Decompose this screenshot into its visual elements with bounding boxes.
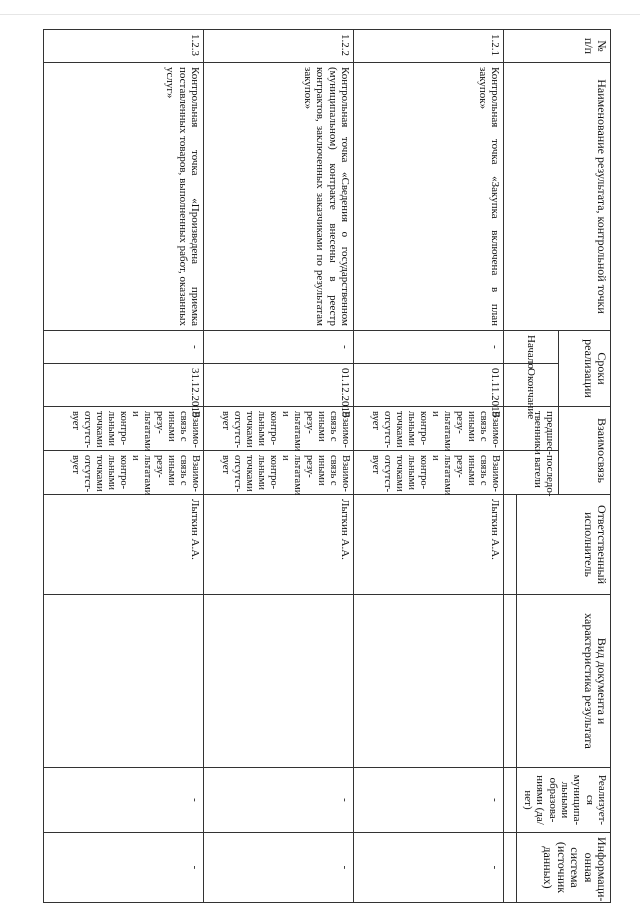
row-name: Контрольная точка «Закупка включена в план закупок» [354, 63, 504, 331]
header-name: Наименование результата, контрольной точки [504, 63, 611, 331]
row-doc [204, 595, 354, 768]
header-predecessors: предшес-твенники [504, 407, 559, 451]
header-num: № п/п [504, 30, 611, 63]
header-end: Окончание [504, 364, 559, 407]
header-row [559, 30, 611, 903]
row-info-system: - [354, 833, 504, 903]
row-name: Контрольная точка «Сведения о государственном (муниципальном) контракте внесены в реестр контрактов, заключенных заказчиками по результатам закупок» [204, 63, 354, 331]
row-successors: Взаимо- связь с иными резу- льтатами и контро- льными точками отсутст- вует [204, 451, 354, 495]
row-number: 1.2.1 [354, 30, 504, 63]
header-terms: Сроки реализации [559, 331, 611, 407]
header-info-system: Информаци-онная система (источник данных) [517, 833, 611, 903]
page-top-divider [0, 14, 640, 15]
row-name: Контрольная точка «Произведена приемка поставленных товаров, выполненных работ, оказанных услуг» [44, 63, 204, 331]
row-responsible: Лыткин А.А. [204, 495, 354, 595]
header-doc-type: Вид документа и характеристика результата [517, 595, 611, 768]
results-table [43, 29, 611, 903]
row-predecessors: Взаимо- связь с иными резу- льтатами и контро- льными точками отсутст- вует [354, 407, 504, 451]
row-end: 01.11.2019 [354, 364, 504, 407]
row-end: 01.12.2019 [204, 364, 354, 407]
table-row [204, 30, 354, 903]
row-doc [44, 595, 204, 768]
rotated-page [29, 29, 611, 902]
row-municipal: - [204, 768, 354, 833]
row-number: 1.2.2 [204, 30, 354, 63]
row-doc [354, 595, 504, 768]
row-responsible: Лыткин А.А. [44, 495, 204, 595]
row-predecessors: Взаимо- связь с иными резу- льтатами и контро- льными точками отсутст- вует [204, 407, 354, 451]
header-successors: последо-ватели [504, 451, 559, 495]
row-number: 1.2.3 [44, 30, 204, 63]
header-relation: Взаимосвязь [559, 407, 611, 495]
row-start: - [44, 331, 204, 364]
row-end: 31.12.2019 [44, 364, 204, 407]
row-successors: Взаимо- связь с иными резу- льтатами и контро- льными точками отсутст- вует [354, 451, 504, 495]
row-municipal: - [354, 768, 504, 833]
row-start: - [354, 331, 504, 364]
table-row [354, 30, 504, 903]
table-row [44, 30, 204, 903]
spacer-cell [504, 595, 517, 768]
row-predecessors: Взаимо- связь с иными резу- льтатами и контро- льными точками отсутст- вует [44, 407, 204, 451]
spacer-cell [504, 833, 517, 903]
row-successors: Взаимо- связь с иными резу- льтатами и контро- льными точками отсутст- вует [44, 451, 204, 495]
row-info-system: - [44, 833, 204, 903]
row-responsible: Лыткин А.А. [354, 495, 504, 595]
spacer-cell [504, 495, 517, 595]
row-municipal: - [44, 768, 204, 833]
header-start: Начало [504, 331, 559, 364]
header-responsible: Ответственный исполнитель [517, 495, 611, 595]
spacer-cell [504, 768, 517, 833]
header-municipal: Реализует-ся муниципа-льными образова-ниями (да/нет) [517, 768, 611, 833]
row-info-system: - [204, 833, 354, 903]
row-start: - [204, 331, 354, 364]
